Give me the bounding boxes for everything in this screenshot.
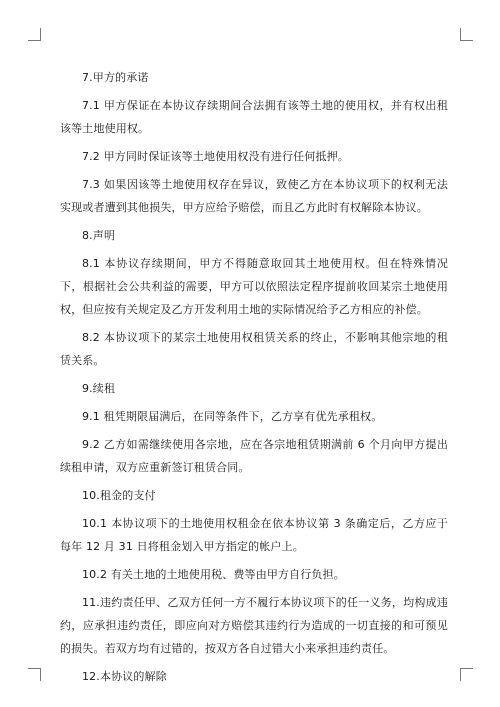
section-heading: 8.声明 [82,229,116,242]
paragraph: 10.1 本协议项下的土地使用权租金在依本协议第 3 条确定后，乙方应于每年 12 月 31 日将租金划入甲方指定的帐户上。 [60,517,448,553]
paragraph: 9.1 租凭期限届满后，在同等条件下，乙方享有优先承租权。 [82,410,383,423]
paragraph: 7.3 如果因该等土地使用权存在异议，致使乙方在本协议项下的权利无法实现或者遭到其他损失，甲方应给予赔偿，而且乙方此时有权解除本协议。 [60,178,448,214]
paragraph: 8.1 本协议存续期间，甲方不得随意取回其土地使用权。但在特殊情况下，根据社会公共利益的需要，甲方可以依照法定程序提前收回某宗土地使用权，但应按有关规定及乙方开发利用土地的实际情况给予乙方相应的补偿。 [60,257,448,316]
paragraph: 10.2 有关土地的土地使用税、费等由甲方自行负担。 [82,568,345,581]
section-heading: 9.续租 [82,382,116,395]
section-heading: 10.租金的支付 [82,489,156,502]
paragraph: 7.2 甲方同时保证该等土地使用权没有进行任何抵押。 [82,150,349,163]
crop-mark-bottom-left [28,668,41,681]
crop-mark-top-right [460,28,473,41]
section-heading: 12.本协议的解除 [82,670,167,683]
section-heading: 7.甲方的承诺 [82,71,149,84]
document-body [60,66,448,693]
paragraph: 9.2 乙方如需继续使用各宗地，应在各宗地租赁期满前 6 个月向甲方提出续租申请，双方应重新签订租赁合同。 [60,438,448,474]
crop-mark-top-left [28,28,41,41]
paragraph: 11.违约责任甲、乙双方任何一方不履行本协议项下的任一义务，均构成违约，应承担违约责任，即应向对方赔偿其违约行为造成的一切直接的和可预见的损失。若双方均有过错的，按双方各自过错大小来承担违约责任。 [60,596,448,655]
paragraph: 8.2 本协议项下的某宗土地使用权租赁关系的终止，不影响其他宗地的租赁关系。 [60,331,448,367]
crop-mark-bottom-right [460,668,473,681]
paragraph: 7.1 甲方保证在本协议存续期间合法拥有该等土地的使用权，并有权出租该等土地使用权。 [60,99,448,135]
